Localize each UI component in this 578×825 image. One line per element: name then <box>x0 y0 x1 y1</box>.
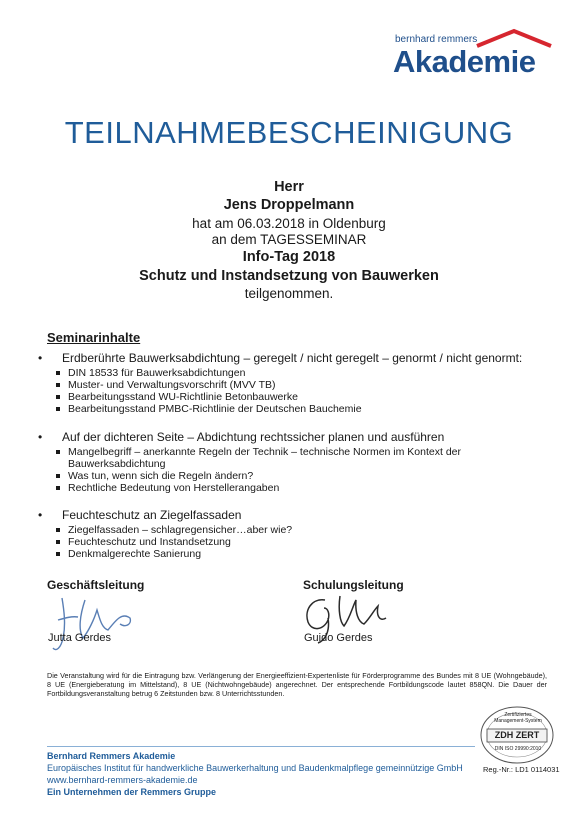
fine-print: Die Veranstaltung wird für die Eintragung bzw. Verlängerung der Energieeffizient-Expertenliste für Förderprogramme des Bundes mit 8 UE (Wohngebäude), 8 UE (Energieberatung im Mittelstand), 8 UE (Nichtwohngebäude) angerechnet. Der entsprechende Fortbildungscode lautet 858QN. Die Dauer der Fortbildungsveranstaltung betrug 6 Zeitstunden bzw. 8 Unterrichtsstunden. <box>47 671 547 698</box>
list-item: • Feuchteschutz an Ziegelfassaden <box>36 509 556 523</box>
sub-list-item: Ziegelfassaden – schlagregensicher…aber wie? <box>36 524 556 536</box>
sub-list-item: Muster- und Verwaltungsvorschrift (MVV TB) <box>36 379 556 391</box>
seal-bottom-text: DIN ISO 29990:2010 <box>494 746 542 752</box>
sub-list-item: Feuchteschutz und Instandsetzung <box>36 536 556 548</box>
right-signature-label: Schulungsleitung <box>303 578 404 592</box>
sub-list-item: DIN 18533 für Bauwerksabdichtungen <box>36 367 556 379</box>
logo-big-text: Akademie <box>393 44 536 79</box>
akademie-logo <box>395 24 555 84</box>
sub-list-item: Mangelbegriff – anerkannte Regeln der Technik – technische Normen im Kontext der Bauwerksabdichtung <box>36 446 506 470</box>
sub-list-item: Was tun, wenn sich die Regeln ändern? <box>36 470 556 482</box>
footer <box>47 750 463 798</box>
zdh-zert-seal <box>479 705 555 765</box>
right-signature-name: Guido Gerdes <box>304 632 373 644</box>
footer-divider <box>47 746 475 747</box>
seal-top-text: Zertifiziertes Management-System <box>494 712 542 724</box>
footer-url[interactable]: www.bernhard-remmers-akademie.de <box>47 775 198 785</box>
seminar-topic: Schutz und Instandsetzung von Bauwerken <box>139 268 439 284</box>
footer-institute: Europäisches Institut für handwerkliche Bauwerkerhaltung und Baudenkmalpflege gemeinnützige GmbH <box>47 763 463 773</box>
sub-list-item: Rechtliche Bedeutung von Herstellerangaben <box>36 482 556 494</box>
logo-small-text: bernhard remmers <box>395 34 478 45</box>
section-title: Seminarinhalte <box>47 330 141 345</box>
sub-list-item: Bearbeitungsstand WU-Richtlinie Betonbauwerke <box>36 391 556 403</box>
sub-list-item: Bearbeitungsstand PMBC-Richtlinie der Deutschen Bauchemie <box>36 403 556 415</box>
list-item: • Auf der dichteren Seite – Abdichtung rechtssicher planen und ausführen <box>36 431 556 445</box>
page-title: TEILNAHMEBESCHEINIGUNG <box>64 115 514 150</box>
seminar-type: an dem TAGESSEMINAR <box>211 232 367 247</box>
participation-closing: teilgenommen. <box>244 286 334 301</box>
content-list-item <box>36 431 556 494</box>
seal-brand: ZDH ZERT <box>494 730 540 740</box>
salutation: Herr <box>274 179 304 195</box>
sub-list-item: Denkmalgerechte Sanierung <box>36 548 556 560</box>
left-signature-name: Jutta Gerdes <box>48 632 111 644</box>
content-list-item <box>36 509 556 560</box>
event-name: Info-Tag 2018 <box>242 249 336 265</box>
participant-name: Jens Droppelmann <box>223 197 355 213</box>
footer-group: Ein Unternehmen der Remmers Gruppe <box>47 787 217 797</box>
date-location: hat am 06.03.2018 in Oldenburg <box>192 216 386 231</box>
left-signature-label: Geschäftsleitung <box>47 578 145 592</box>
content-list-item <box>36 352 556 415</box>
registration-number: Reg.-Nr.: LD1 0114031 <box>483 765 560 774</box>
list-item: • Erdberührte Bauwerksabdichtung – geregelt / nicht geregelt – genormt / nicht genormt: <box>36 352 556 366</box>
left-signature-icon <box>50 590 140 665</box>
footer-org: Bernhard Remmers Akademie <box>47 751 176 761</box>
